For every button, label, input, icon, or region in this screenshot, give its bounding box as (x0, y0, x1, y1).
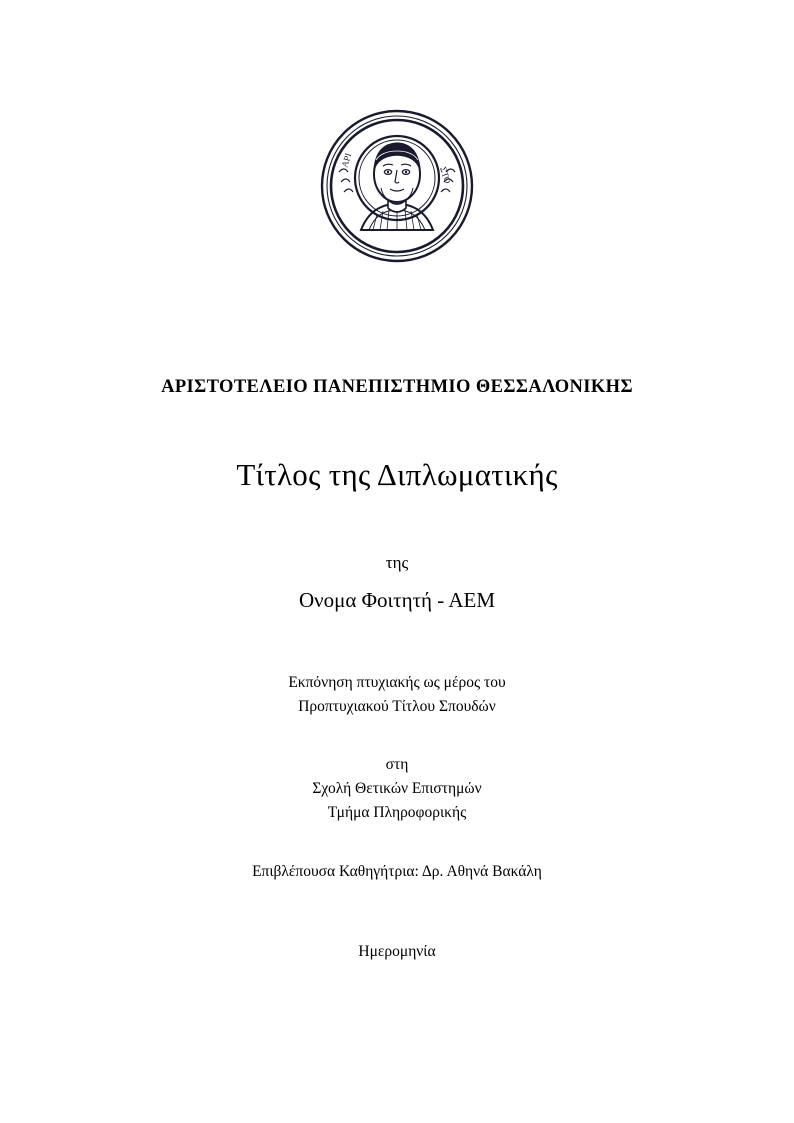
svg-text:ΣΤΟ: ΣΤΟ (438, 165, 453, 185)
department-name: Τμήμα Πληροφορικής (327, 804, 467, 821)
purpose-line-2: Προπτυχιακού Τίτλου Σπουδών (298, 697, 496, 715)
university-emblem (319, 108, 475, 264)
thesis-purpose (288, 671, 505, 719)
author-name: Ονομα Φοιτητή - ΑΕΜ (298, 587, 495, 612)
at-word: στη (385, 755, 409, 773)
svg-text:ΑΡΙ: ΑΡΙ (339, 151, 354, 169)
department-block (312, 753, 481, 825)
by-word: της (385, 552, 409, 572)
faculty-name: Σχολή Θετικών Επιστημών (312, 779, 482, 797)
thesis-title: Τίτλος της Διπλωματικής (236, 457, 558, 493)
date-line: Ημερομηνία (358, 943, 436, 961)
purpose-line-1: Εκπόνηση πτυχιακής ως μέρος του (288, 673, 506, 691)
university-name: ΑΡΙΣΤΟΤΕΛΕΙΟ ΠΑΝΕΠΙΣΤΗΜΙΟ ΘΕΣΣΑΛΟΝΙΚΗΣ (161, 377, 633, 397)
supervisor-line: Επιβλέπουσα Καθηγήτρια: Δρ. Αθηνά Βακάλη (252, 863, 542, 881)
